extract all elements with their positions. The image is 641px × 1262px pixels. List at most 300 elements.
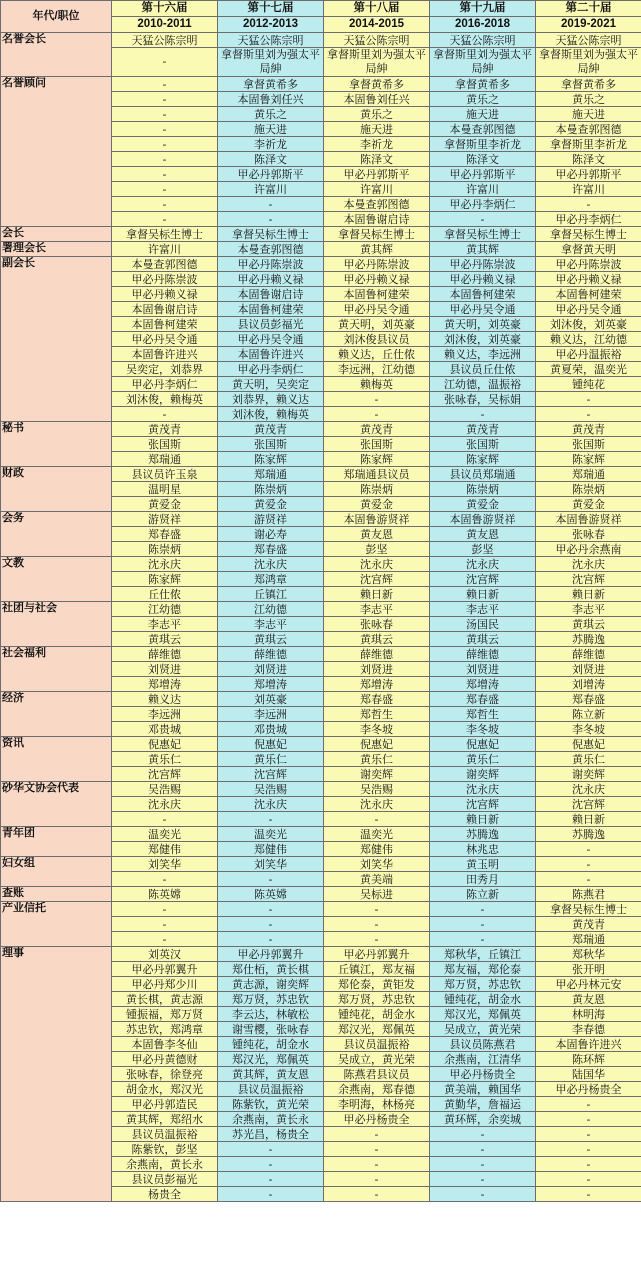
- member-cell: 刘沐俊，赖梅英: [112, 392, 218, 407]
- member-cell: 黄茂青: [112, 422, 218, 437]
- member-cell: -: [536, 1112, 641, 1127]
- table-row: [1, 317, 641, 332]
- header-years-17: 2012-2013: [218, 17, 324, 33]
- member-cell: 刘贤进: [218, 662, 324, 677]
- table-row: [1, 617, 641, 632]
- member-cell: 陈崇炳: [112, 542, 218, 557]
- position-cell: 副会长: [1, 257, 112, 272]
- member-cell: -: [536, 197, 641, 212]
- member-cell: 郑友福，郑伦泰: [430, 962, 536, 977]
- member-cell: -: [324, 917, 430, 932]
- header-term-18: 第十八届: [324, 1, 430, 17]
- member-cell: -: [536, 842, 641, 857]
- position-cell: [1, 167, 112, 182]
- member-cell: 温明星: [112, 482, 218, 497]
- position-cell: [1, 1112, 112, 1127]
- position-cell: [1, 1082, 112, 1097]
- member-cell: 沈永庆: [218, 557, 324, 572]
- member-cell: -: [112, 212, 218, 227]
- member-cell: 谢必寿: [218, 527, 324, 542]
- table-row: [1, 1007, 641, 1022]
- member-cell: 沈宫辉: [218, 767, 324, 782]
- member-cell: 黄爱金: [112, 497, 218, 512]
- position-cell: [1, 752, 112, 767]
- member-cell: -: [324, 1142, 430, 1157]
- member-cell: 甲必丹杨贵全: [536, 1082, 641, 1097]
- member-cell: 林兆忠: [430, 842, 536, 857]
- table-row: [1, 77, 641, 92]
- member-cell: 本固鲁刘任兴: [324, 92, 430, 107]
- member-cell: 李远洲，江幼德: [324, 362, 430, 377]
- table-row: [1, 257, 641, 272]
- member-cell: -: [218, 1142, 324, 1157]
- member-cell: 陈崇炳: [536, 482, 641, 497]
- table-row: [1, 932, 641, 947]
- member-cell: 黄爱金: [430, 497, 536, 512]
- member-cell: 拿督斯里刘为强太平局紳: [218, 48, 324, 77]
- position-cell: 社团与社会: [1, 602, 112, 617]
- table-row: [1, 977, 641, 992]
- member-cell: 沈永庆: [112, 797, 218, 812]
- member-cell: 温奕光: [324, 827, 430, 842]
- member-cell: 陈崇炳: [218, 482, 324, 497]
- position-cell: 妇女组: [1, 857, 112, 872]
- member-cell: 锺纯花: [536, 377, 641, 392]
- position-cell: 经济: [1, 692, 112, 707]
- position-cell: [1, 722, 112, 737]
- member-cell: 陈燕君: [536, 887, 641, 902]
- member-cell: 黄茂青: [536, 917, 641, 932]
- table-row: [1, 812, 641, 827]
- member-cell: 杨贵全: [112, 1187, 218, 1202]
- table-row: [1, 212, 641, 227]
- table-row: [1, 887, 641, 902]
- member-cell: 拿督斯里刘为强太平局紳: [324, 48, 430, 77]
- member-cell: 拿督斯里李祈龙: [536, 137, 641, 152]
- member-cell: 天猛公陈宗明: [112, 33, 218, 48]
- position-cell: [1, 362, 112, 377]
- member-cell: 郑万贤，苏忠钦: [324, 992, 430, 1007]
- table-row: [1, 572, 641, 587]
- member-cell: 吴浩赐: [324, 782, 430, 797]
- member-cell: 黄天明，吴奕定: [218, 377, 324, 392]
- member-cell: 施天进: [218, 122, 324, 137]
- member-cell: 本固鲁柯建荣: [536, 287, 641, 302]
- member-cell: 余燕南，江清华: [430, 1052, 536, 1067]
- member-cell: 沈宫辉: [536, 797, 641, 812]
- position-cell: [1, 452, 112, 467]
- member-cell: -: [218, 872, 324, 887]
- member-cell: 黄其辉，黄友恩: [218, 1067, 324, 1082]
- member-cell: 郑瑞通: [536, 467, 641, 482]
- position-cell: [1, 842, 112, 857]
- member-cell: -: [324, 392, 430, 407]
- member-cell: 刘沐俊，赖梅英: [218, 407, 324, 422]
- member-cell: -: [536, 1172, 641, 1187]
- member-cell: 张国斯: [324, 437, 430, 452]
- position-cell: [1, 497, 112, 512]
- member-cell: -: [218, 197, 324, 212]
- member-cell: 甲必丹赖义禄: [536, 272, 641, 287]
- member-cell: 李志平: [536, 602, 641, 617]
- member-cell: 黄乐之: [430, 92, 536, 107]
- member-cell: 吴奕定，刘恭界: [112, 362, 218, 377]
- member-cell: 拿督斯里李祈龙: [430, 137, 536, 152]
- member-cell: 黄其辉，郑绍水: [112, 1112, 218, 1127]
- member-cell: -: [430, 407, 536, 422]
- member-cell: 黄乐之: [218, 107, 324, 122]
- member-cell: 本固鲁柯建荣: [112, 317, 218, 332]
- member-cell: 陈燕君县议员: [324, 1067, 430, 1082]
- table-row: [1, 992, 641, 1007]
- position-cell: [1, 1142, 112, 1157]
- member-cell: 黄长棋，黄志源: [112, 992, 218, 1007]
- position-cell: [1, 872, 112, 887]
- member-cell: 郑增涛: [112, 677, 218, 692]
- member-cell: 倪惠妃: [218, 737, 324, 752]
- member-cell: -: [218, 902, 324, 917]
- table-row: [1, 722, 641, 737]
- table-row: [1, 332, 641, 347]
- member-cell: 陈紫钦，彭坚: [112, 1142, 218, 1157]
- member-cell: 李志平: [430, 602, 536, 617]
- member-cell: 施天进: [536, 107, 641, 122]
- table-row: [1, 707, 641, 722]
- member-cell: 江幼德: [112, 602, 218, 617]
- member-cell: 县议员温振裕: [324, 1037, 430, 1052]
- table-row: [1, 242, 641, 257]
- position-cell: [1, 527, 112, 542]
- member-cell: 甲必丹郭翼升: [112, 962, 218, 977]
- table-row: [1, 632, 641, 647]
- header-years-16: 2010-2011: [112, 17, 218, 33]
- member-cell: 锺纯花，胡金水: [430, 992, 536, 1007]
- member-cell: 沈宫辉: [430, 797, 536, 812]
- member-cell: -: [536, 872, 641, 887]
- member-cell: 黄茂青: [218, 422, 324, 437]
- position-cell: [1, 377, 112, 392]
- member-cell: 黄美端，赖国华: [430, 1082, 536, 1097]
- member-cell: -: [112, 48, 218, 77]
- position-cell: [1, 1127, 112, 1142]
- member-cell: 余燕南，郑春德: [324, 1082, 430, 1097]
- table-row: [1, 497, 641, 512]
- header-years-19: 2016-2018: [430, 17, 536, 33]
- member-cell: 郑汉光，郑佩英: [324, 1022, 430, 1037]
- table-row: [1, 33, 641, 48]
- member-cell: 薛维德: [218, 647, 324, 662]
- member-cell: 黄天明，刘英豪: [324, 317, 430, 332]
- member-cell: 赖日新: [536, 812, 641, 827]
- position-cell: 会长: [1, 227, 112, 242]
- member-cell: 黄乐仁: [536, 752, 641, 767]
- member-cell: 谢奕辉: [324, 767, 430, 782]
- table-row: [1, 1067, 641, 1082]
- table-row: [1, 842, 641, 857]
- table-row: [1, 48, 641, 77]
- position-cell: 资讯: [1, 737, 112, 752]
- position-cell: [1, 287, 112, 302]
- member-cell: 黄乐之: [536, 92, 641, 107]
- member-cell: 刘贤进: [536, 662, 641, 677]
- table-row: [1, 482, 641, 497]
- member-cell: 拿督黄希多: [218, 77, 324, 92]
- member-cell: 赖日新: [536, 587, 641, 602]
- member-cell: -: [112, 872, 218, 887]
- table-row: [1, 947, 641, 962]
- member-cell: 游贤祥: [218, 512, 324, 527]
- member-cell: 县议员丘仕侬: [430, 362, 536, 377]
- member-cell: 郑仕栢，黄长棋: [218, 962, 324, 977]
- member-cell: 本曼查郭图德: [536, 122, 641, 137]
- member-cell: 陈崇炳: [324, 482, 430, 497]
- member-cell: 江幼德，温振裕: [430, 377, 536, 392]
- member-cell: 刘增涛: [536, 677, 641, 692]
- member-cell: 吴浩赐: [218, 782, 324, 797]
- position-cell: [1, 272, 112, 287]
- position-cell: [1, 917, 112, 932]
- member-cell: 本固鲁柯建荣: [430, 287, 536, 302]
- member-cell: 许富川: [112, 242, 218, 257]
- member-cell: 林明海: [536, 1007, 641, 1022]
- table-row: [1, 527, 641, 542]
- position-cell: [1, 977, 112, 992]
- table-row: [1, 467, 641, 482]
- member-cell: 张咏春，吴标娟: [430, 392, 536, 407]
- table-row: [1, 392, 641, 407]
- position-cell: [1, 137, 112, 152]
- position-cell: [1, 587, 112, 602]
- member-cell: 本固鲁游贤祥: [324, 512, 430, 527]
- member-cell: 薛维德: [112, 647, 218, 662]
- member-cell: 吴标进: [324, 887, 430, 902]
- position-cell: [1, 662, 112, 677]
- member-cell: -: [324, 1172, 430, 1187]
- member-cell: 李冬坡: [430, 722, 536, 737]
- table-row: [1, 107, 641, 122]
- member-cell: 黄乐仁: [218, 752, 324, 767]
- member-cell: 郑万贤，苏忠钦: [430, 977, 536, 992]
- member-cell: 县议员彭福光: [218, 317, 324, 332]
- member-cell: 县议员彭福光: [112, 1172, 218, 1187]
- table-row: [1, 152, 641, 167]
- member-cell: -: [536, 1097, 641, 1112]
- table-row: [1, 452, 641, 467]
- table-row: [1, 287, 641, 302]
- member-cell: 郑瑞通: [218, 467, 324, 482]
- position-cell: 查账: [1, 887, 112, 902]
- member-cell: 本曼查郭图德: [112, 257, 218, 272]
- member-cell: 许富川: [536, 182, 641, 197]
- position-cell: [1, 152, 112, 167]
- member-cell: 拿督吴标生博士: [218, 227, 324, 242]
- member-cell: 甲必丹陈崇波: [218, 257, 324, 272]
- table-row: [1, 302, 641, 317]
- member-cell: -: [112, 122, 218, 137]
- member-cell: 沈宫辉: [324, 572, 430, 587]
- member-cell: 陈家辉: [112, 572, 218, 587]
- member-cell: 拿督黄希多: [430, 77, 536, 92]
- member-cell: 陆国华: [536, 1067, 641, 1082]
- table-row: [1, 662, 641, 677]
- member-cell: 刘恭界，赖义达: [218, 392, 324, 407]
- member-cell: 刘英汉: [112, 947, 218, 962]
- position-cell: [1, 932, 112, 947]
- member-cell: 丘镇江: [218, 587, 324, 602]
- member-cell: 黄乐之: [324, 107, 430, 122]
- table-row: [1, 1172, 641, 1187]
- table-row: [1, 1157, 641, 1172]
- member-cell: 黄琪云: [536, 617, 641, 632]
- member-cell: 陈立新: [430, 887, 536, 902]
- table-row: [1, 377, 641, 392]
- table-row: [1, 1022, 641, 1037]
- member-cell: 沈永庆: [324, 557, 430, 572]
- member-cell: 李冬坡: [536, 722, 641, 737]
- member-cell: 沈宫辉: [536, 572, 641, 587]
- position-cell: [1, 182, 112, 197]
- member-cell: -: [218, 812, 324, 827]
- member-cell: 陈英嫦: [218, 887, 324, 902]
- member-cell: 本固鲁游贤祥: [536, 512, 641, 527]
- member-cell: 沈宫辉: [430, 572, 536, 587]
- member-cell: -: [324, 1157, 430, 1172]
- member-cell: 温奕光: [218, 827, 324, 842]
- position-cell: [1, 482, 112, 497]
- member-cell: 陈家辉: [536, 452, 641, 467]
- table-row: [1, 1187, 641, 1202]
- position-cell: [1, 302, 112, 317]
- member-cell: 张国斯: [218, 437, 324, 452]
- member-cell: -: [218, 212, 324, 227]
- member-cell: -: [218, 1157, 324, 1172]
- member-cell: 倪惠妃: [324, 737, 430, 752]
- position-cell: [1, 812, 112, 827]
- member-cell: 陈环辉: [536, 1052, 641, 1067]
- member-cell: 陈家辉: [430, 452, 536, 467]
- member-cell: 黄友恩: [536, 992, 641, 1007]
- member-cell: 刘沐俊县议员: [324, 332, 430, 347]
- member-cell: 甲必丹林元安: [536, 977, 641, 992]
- member-cell: 温奕光: [112, 827, 218, 842]
- header-position-label: 年代/职位: [1, 1, 112, 33]
- member-cell: 郑秋华，丘镇江: [430, 947, 536, 962]
- member-cell: 沈永庆: [536, 782, 641, 797]
- member-cell: 赖日新: [430, 587, 536, 602]
- member-cell: 张国斯: [112, 437, 218, 452]
- member-cell: 赖日新: [430, 812, 536, 827]
- member-cell: -: [430, 1187, 536, 1202]
- member-cell: 县议员温振裕: [218, 1082, 324, 1097]
- member-cell: 陈泽文: [536, 152, 641, 167]
- member-cell: 郑春盛: [430, 692, 536, 707]
- member-cell: 郑哲生: [430, 707, 536, 722]
- member-cell: 本固鲁游贤祥: [430, 512, 536, 527]
- table-row: [1, 1127, 641, 1142]
- member-cell: 黄茂青: [430, 422, 536, 437]
- member-cell: 本曼查郭图德: [218, 242, 324, 257]
- member-cell: 甲必丹余燕南: [536, 542, 641, 557]
- member-cell: 甲必丹郭翼升: [218, 947, 324, 962]
- table-row: [1, 167, 641, 182]
- member-cell: 黄勤华，詹福运: [430, 1097, 536, 1112]
- table-row: [1, 512, 641, 527]
- position-cell: [1, 962, 112, 977]
- member-cell: 李志平: [324, 602, 430, 617]
- table-row: [1, 602, 641, 617]
- member-cell: -: [112, 182, 218, 197]
- member-cell: 黄友恩: [430, 527, 536, 542]
- member-cell: -: [112, 917, 218, 932]
- member-cell: 甲必丹陈崇波: [536, 257, 641, 272]
- member-cell: 拿督吴标生博士: [112, 227, 218, 242]
- member-cell: -: [430, 902, 536, 917]
- position-cell: [1, 107, 112, 122]
- member-cell: 李远洲: [112, 707, 218, 722]
- member-cell: 本固鲁谢启诗: [112, 302, 218, 317]
- member-cell: 拿督吴标生博士: [536, 902, 641, 917]
- member-cell: 许富川: [218, 182, 324, 197]
- member-cell: 苏腾逸: [536, 827, 641, 842]
- member-cell: 本曼查郭图德: [324, 197, 430, 212]
- member-cell: 张开明: [536, 962, 641, 977]
- member-cell: 天猛公陈宗明: [430, 33, 536, 48]
- member-cell: 陈紫钦，黄光荣: [218, 1097, 324, 1112]
- member-cell: 本固鲁李冬仙: [112, 1037, 218, 1052]
- table-row: [1, 647, 641, 662]
- table-row: [1, 272, 641, 287]
- position-cell: 财政: [1, 467, 112, 482]
- member-cell: 陈泽文: [218, 152, 324, 167]
- member-cell: -: [112, 107, 218, 122]
- member-cell: -: [536, 1127, 641, 1142]
- position-cell: 署理会长: [1, 242, 112, 257]
- member-cell: 倪惠妃: [536, 737, 641, 752]
- member-cell: -: [218, 1187, 324, 1202]
- member-cell: 甲必丹陈崇波: [324, 257, 430, 272]
- table-row: [1, 1052, 641, 1067]
- member-cell: -: [536, 1187, 641, 1202]
- table-row: [1, 1082, 641, 1097]
- table-row: [1, 857, 641, 872]
- position-cell: 秘书: [1, 422, 112, 437]
- member-cell: 李春德: [536, 1022, 641, 1037]
- member-cell: 本固鲁谢启诗: [324, 212, 430, 227]
- member-cell: 张咏春: [324, 617, 430, 632]
- member-cell: 陈崇炳: [430, 482, 536, 497]
- member-cell: 黄其辉: [324, 242, 430, 257]
- member-cell: 江幼德: [218, 602, 324, 617]
- member-cell: 倪惠妃: [112, 737, 218, 752]
- member-cell: 甲必丹吴令通: [430, 302, 536, 317]
- member-cell: 黄爱金: [218, 497, 324, 512]
- member-cell: 施天进: [324, 122, 430, 137]
- member-cell: -: [112, 197, 218, 212]
- member-cell: -: [430, 932, 536, 947]
- position-cell: [1, 572, 112, 587]
- table-row: [1, 92, 641, 107]
- member-cell: 李明海，林杨亮: [324, 1097, 430, 1112]
- member-cell: 郑哲生: [324, 707, 430, 722]
- table-row: [1, 962, 641, 977]
- member-cell: 甲必丹李炳仁: [218, 362, 324, 377]
- member-cell: -: [536, 1157, 641, 1172]
- member-cell: 黄其辉: [430, 242, 536, 257]
- position-cell: [1, 197, 112, 212]
- table-row: [1, 872, 641, 887]
- member-cell: 拿督斯里刘为强太平局紳: [430, 48, 536, 77]
- position-cell: [1, 212, 112, 227]
